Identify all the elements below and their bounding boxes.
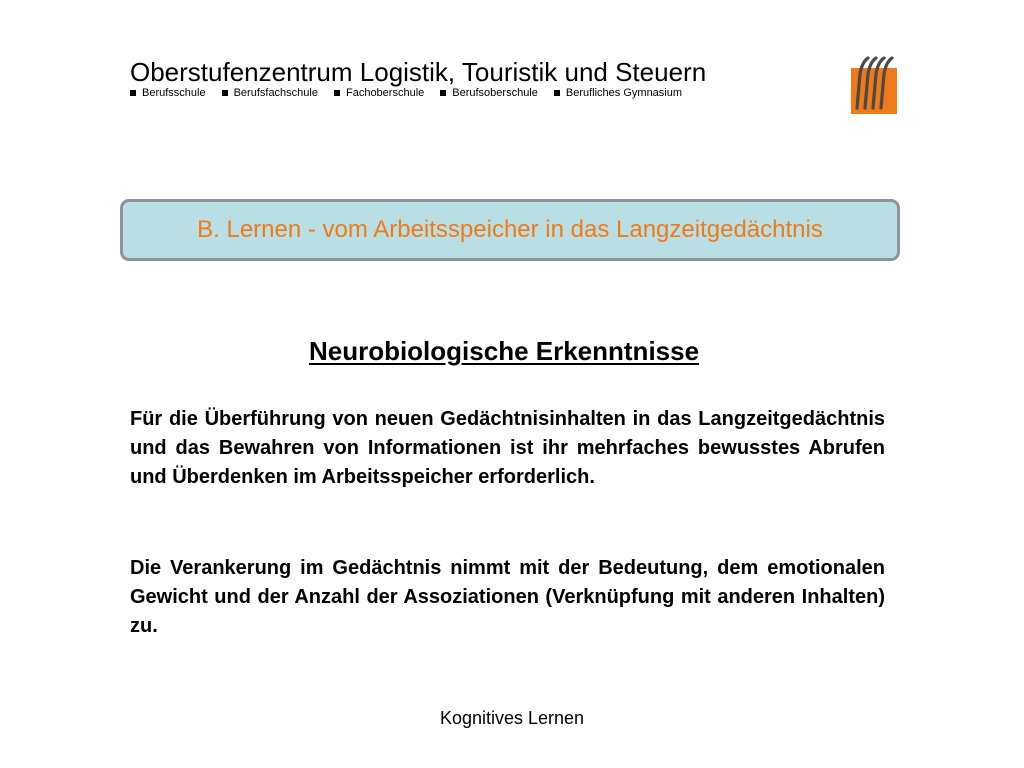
school-type-label: Berufsoberschule [452, 87, 538, 99]
square-bullet-icon [554, 90, 560, 96]
school-type-label: Berufsschule [142, 87, 206, 99]
school-type-item [222, 86, 318, 100]
school-logo-icon [848, 52, 900, 116]
school-type-item [130, 86, 206, 100]
body-paragraph: Die Verankerung im Gedächtnis nimmt mit der Bedeutung, dem emotionalen Gewicht und der Anzahl der Assoziationen (Verknüpfung mit anderen Inhalten) zu. [130, 557, 885, 637]
header-title: Oberstufenzentrum Logistik, Touristik und Steuern [130, 57, 707, 87]
square-bullet-icon [222, 90, 228, 96]
school-type-item [334, 86, 424, 100]
school-type-label: Berufliches Gymnasium [565, 87, 683, 99]
body-paragraph: Für die Überführung von neuen Gedächtnisinhalten in das Langzeitgedächtnis und das Bewahren von Informationen ist ihr mehrfaches bewusstes Abrufen und Überdenken im Arbeitsspeicher erforderlich. [130, 408, 885, 488]
school-type-label: Berufsfachschule [233, 87, 318, 99]
school-type-item [440, 86, 538, 100]
section-heading: Neurobiologische Erkenntnisse [308, 336, 700, 366]
topic-banner [120, 199, 900, 261]
square-bullet-icon [130, 90, 136, 96]
footer-text: Kognitives Lernen [439, 708, 585, 728]
school-type-label: Fachoberschule [345, 87, 425, 99]
square-bullet-icon [440, 90, 446, 96]
school-types-list [130, 86, 698, 100]
school-type-item [554, 86, 682, 100]
topic-banner-text: B. Lernen - vom Arbeitsspeicher in das Langzeitgedächtnis [197, 216, 823, 243]
square-bullet-icon [334, 90, 340, 96]
